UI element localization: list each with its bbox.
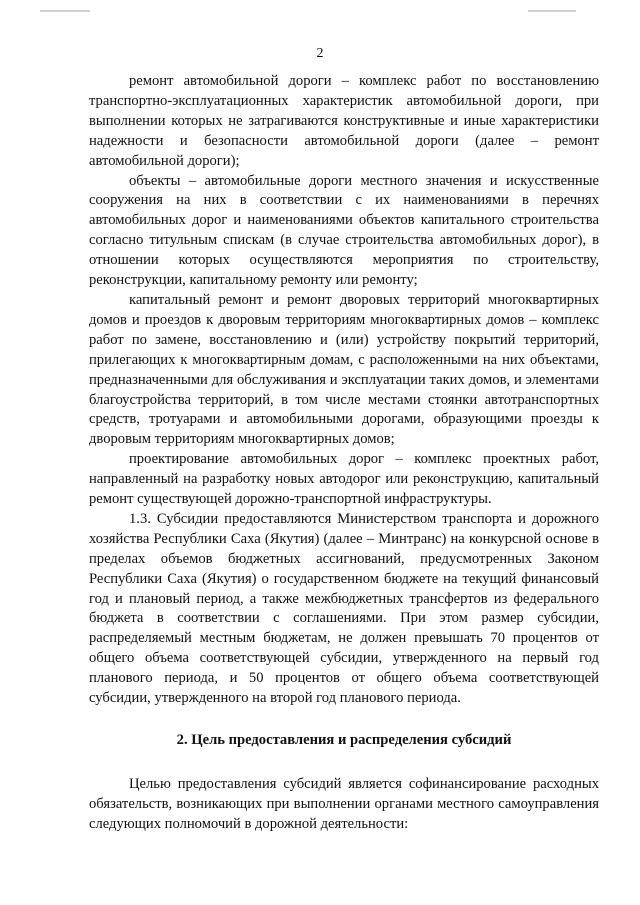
- document-body: [89, 72, 599, 835]
- definition-paragraph-courtyard-repair: капитальный ремонт и ремонт дворовых территорий многоквартирных домов и проездов к дворовым территориям многоквартирных домов – комплекс работ по замене, восстановлению и (или) устройству покрытий территорий, прилегающих к многоквартирным домам, с расположенными на них объектами, предназначенными для обслуживания и эксплуатации таких домов, и элементами благоустройства территорий, в том числе местами стоянки автотранспортных средств, тротуарами и автомобильными дорогами, образующими проезды к дворовым территориям многоквартирных домов;: [89, 291, 599, 448]
- section-heading: 2. Цель предоставления и распределения субсидий: [176, 732, 512, 748]
- definition-paragraph-road-design: проектирование автомобильных дорог – комплекс проектных работ, направленный на разработку новых автодорог или реконструкцию, капитальный ремонт существующей дорожно-транспортной инфраструктуры.: [89, 451, 599, 508]
- scan-artifact: [528, 10, 576, 12]
- page-number: 2: [316, 46, 324, 61]
- scan-artifact: [40, 10, 90, 12]
- section-2-paragraph: Целью предоставления субсидий является софинансирование расходных обязательств, возникающих при выполнении органами местного самоуправления следующих полномочий в дорожной деятельности:: [89, 775, 599, 832]
- definition-paragraph-objects: объекты – автомобильные дороги местного значения и искусственные сооружения на них в соответствии с их наименованиями в перечнях автомобильных дорог и наименованиями объектов капитального строительства согласно титульным спискам (в случае строительства автомобильных дорог), в отношении которых осуществляются мероприятия по строительству, реконструкции, капитальному ремонту или ремонту;: [89, 172, 599, 289]
- clause-1-3-paragraph: 1.3. Субсидии предоставляются Министерством транспорта и дорожного хозяйства Республики Саха (Якутия) (далее – Минтранс) на конкурсной основе в пределах объемов бюджетных ассигнований, предусмотренных Законом Республики Саха (Якутия) о государственном бюджете на текущий финансовый год и плановый период, а также межбюджетных трансфертов из федерального бюджета в соответствии с соглашениями. При этом размер субсидии, распределяемый местным бюджетам, не должен превышать 70 процентов от общего объема соответствующей субсидии, утвержденного на первый год планового периода, и 50 процентов от общего объема соответствующей субсидии, утвержденного на второй год планового периода.: [89, 510, 599, 707]
- definition-paragraph-road-repair: ремонт автомобильной дороги – комплекс работ по восстановлению транспортно-эксплуатационных характеристик автомобильной дороги, при выполнении которых не затрагиваются конструктивные и иные характеристики надежности и безопасности автомобильной дороги (далее – ремонт автомобильной дороги);: [89, 73, 599, 169]
